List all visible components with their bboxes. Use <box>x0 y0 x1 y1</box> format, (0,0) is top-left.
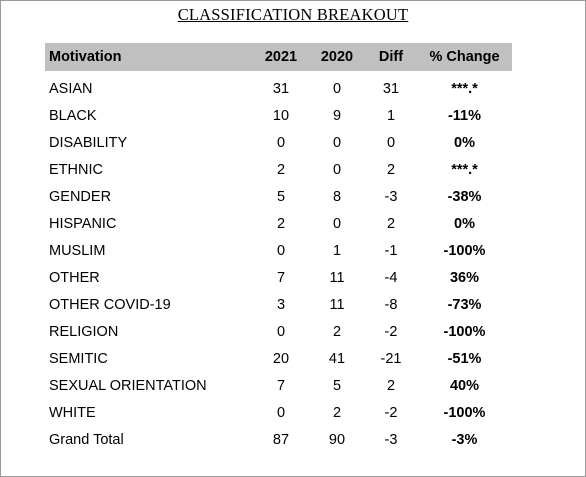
table-header-row <box>45 43 512 73</box>
count-2020-cell: 2 <box>332 404 342 421</box>
table-row <box>45 156 512 183</box>
count-2021-cell: 87 <box>272 431 290 448</box>
diff-cell: -3 <box>384 431 398 448</box>
count-2021-cell: 0 <box>276 134 286 151</box>
percent-change-cell: -100% <box>443 242 486 259</box>
motivation-cell: ASIAN <box>49 80 93 97</box>
percent-change-cell: 36% <box>449 269 480 286</box>
table-row <box>45 129 512 156</box>
motivation-cell: OTHER COVID-19 <box>49 296 171 313</box>
motivation-cell: GENDER <box>49 188 112 205</box>
motivation-cell: BLACK <box>49 107 97 124</box>
count-2021-cell: 3 <box>276 296 286 313</box>
percent-change-cell: -73% <box>447 296 482 313</box>
count-2020-cell: 0 <box>332 215 342 232</box>
diff-cell: 1 <box>386 107 396 124</box>
count-2020-cell: 41 <box>328 350 346 367</box>
percent-change-cell: -38% <box>447 188 482 205</box>
motivation-cell: SEMITIC <box>49 350 108 367</box>
table-row <box>45 318 512 345</box>
count-2021-cell: 2 <box>276 215 286 232</box>
count-2021-cell: 0 <box>276 242 286 259</box>
percent-change-cell: 40% <box>449 377 480 394</box>
diff-cell: -8 <box>384 296 398 313</box>
diff-cell: -3 <box>384 188 398 205</box>
motivation-cell: Grand Total <box>49 431 124 448</box>
table-row <box>45 210 512 237</box>
count-2021-cell: 10 <box>272 107 290 124</box>
motivation-cell: HISPANIC <box>49 215 117 232</box>
motivation-cell: WHITE <box>49 404 96 421</box>
count-2020-cell: 11 <box>329 296 345 313</box>
column-header-motivation: Motivation <box>45 43 253 73</box>
table-row-grand-total <box>45 426 512 453</box>
diff-cell: -2 <box>384 323 398 340</box>
table-row <box>45 345 512 372</box>
percent-change-cell: -11% <box>447 107 482 124</box>
count-2020-cell: 0 <box>332 161 342 178</box>
count-2021-cell: 7 <box>276 377 286 394</box>
table-row <box>45 73 512 102</box>
diff-cell: 2 <box>386 377 396 394</box>
count-2020-cell: 9 <box>332 107 342 124</box>
document-title: CLASSIFICATION BREAKOUT <box>177 5 409 24</box>
classification-table <box>45 43 512 453</box>
percent-change-cell: ***.* <box>451 161 478 178</box>
diff-cell: 2 <box>386 161 396 178</box>
motivation-cell: SEXUAL ORIENTATION <box>49 377 207 394</box>
count-2021-cell: 7 <box>276 269 286 286</box>
motivation-cell: ETHNIC <box>49 161 103 178</box>
percent-change-cell: -100% <box>443 404 486 421</box>
percent-change-cell: 0% <box>454 134 475 151</box>
percent-change-cell: -51% <box>447 350 482 367</box>
table-row <box>45 372 512 399</box>
column-header-diff: Diff <box>365 43 417 73</box>
column-header-percent-change: % Change <box>417 43 512 73</box>
motivation-cell: RELIGION <box>49 323 119 340</box>
motivation-cell: DISABILITY <box>49 134 128 151</box>
count-2021-cell: 0 <box>276 404 286 421</box>
count-2021-cell: 5 <box>276 188 286 205</box>
table-row <box>45 264 512 291</box>
count-2020-cell: 5 <box>332 377 342 394</box>
percent-change-cell: -100% <box>443 323 486 340</box>
column-header-2021: 2021 <box>253 43 309 73</box>
diff-cell: 0 <box>386 134 396 151</box>
diff-cell: -1 <box>384 242 398 259</box>
table-row <box>45 102 512 129</box>
table-row <box>45 399 512 426</box>
table-row <box>45 183 512 210</box>
diff-cell: -4 <box>384 269 398 286</box>
percent-change-cell: ***.* <box>451 80 478 97</box>
count-2021-cell: 0 <box>276 323 286 340</box>
percent-change-cell: -3% <box>451 431 478 448</box>
percent-change-cell: 0% <box>454 215 475 232</box>
count-2020-cell: 8 <box>332 188 342 205</box>
diff-cell: 31 <box>382 80 400 97</box>
motivation-cell: OTHER <box>49 269 100 286</box>
count-2021-cell: 20 <box>272 350 290 367</box>
diff-cell: -2 <box>384 404 398 421</box>
column-header-2020: 2020 <box>309 43 365 73</box>
count-2020-cell: 11 <box>329 269 345 286</box>
count-2020-cell: 2 <box>332 323 342 340</box>
count-2020-cell: 90 <box>328 431 346 448</box>
diff-cell: -21 <box>380 350 402 367</box>
table-row <box>45 237 512 264</box>
table-row <box>45 291 512 318</box>
diff-cell: 2 <box>386 215 396 232</box>
count-2020-cell: 1 <box>332 242 342 259</box>
motivation-cell: MUSLIM <box>49 242 106 259</box>
count-2020-cell: 0 <box>332 80 342 97</box>
count-2021-cell: 31 <box>272 80 290 97</box>
count-2021-cell: 2 <box>276 161 286 178</box>
count-2020-cell: 0 <box>332 134 342 151</box>
